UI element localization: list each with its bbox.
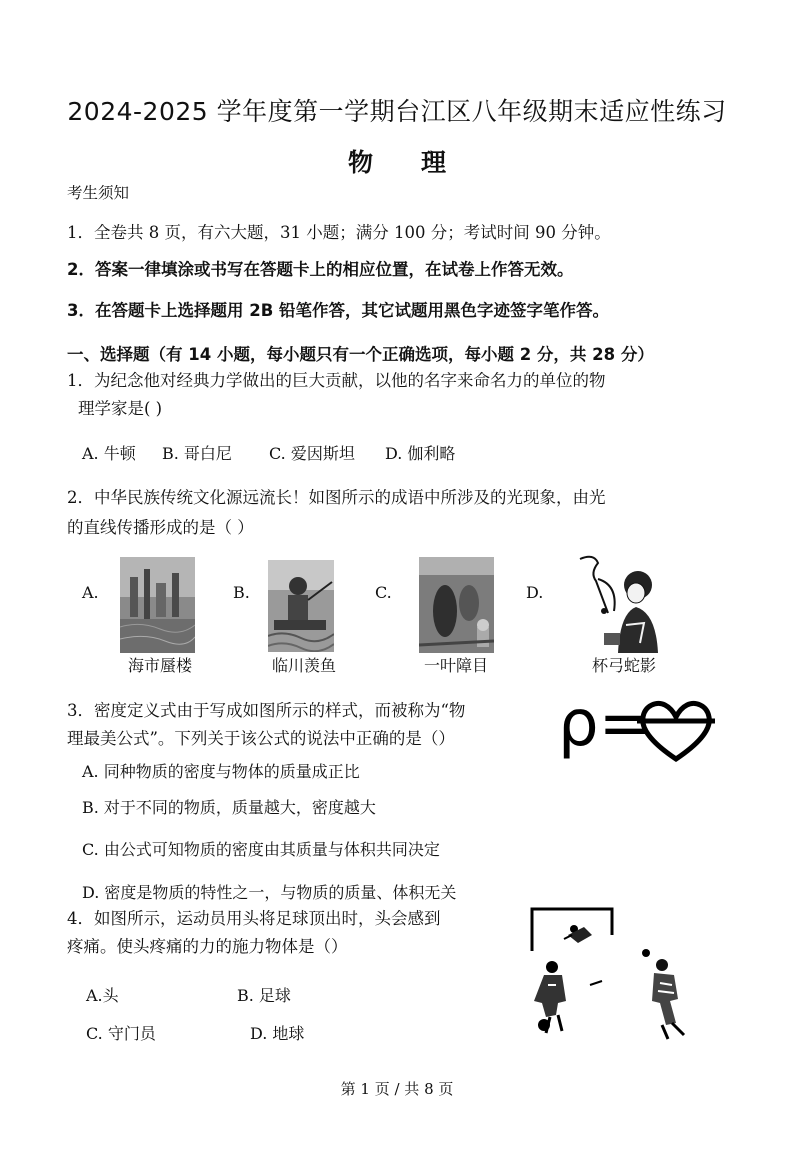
q1-option-b: B. 哥白尼 bbox=[162, 444, 232, 463]
q2-letter-b: B. bbox=[233, 583, 250, 602]
q4-option-b: B. 足球 bbox=[237, 986, 291, 1005]
page-footer: 第 1 页 / 共 8 页 bbox=[340, 1080, 454, 1098]
section-heading: 一、选择题（有 14 小题，每小题只有一个正确选项，每小题 2 分，共 28 分） bbox=[67, 345, 654, 364]
q1-stem-line1: 1．为纪念他对经典力学做出的巨大贡献，以他的名字来命名力的单位的物 bbox=[67, 371, 606, 390]
q2-caption-d: 杯弓蛇影 bbox=[592, 656, 657, 675]
q2-stem-line2: 的直线传播形成的是（ ） bbox=[67, 518, 254, 537]
notice-heading: 考生须知 bbox=[67, 184, 130, 202]
density-formula-symbol: ρ= bbox=[558, 687, 653, 761]
q4-option-d: D. 地球 bbox=[250, 1024, 305, 1043]
q3-option-b: B. 对于不同的物质，质量越大，密度越大 bbox=[82, 798, 376, 817]
fishing-image bbox=[268, 560, 334, 652]
q1-option-c: C. 爱因斯坦 bbox=[269, 444, 355, 463]
q1-option-a: A. 牛顿 bbox=[82, 444, 136, 463]
q2-caption-c: 一叶障目 bbox=[424, 656, 489, 675]
q1-stem-line2: 理学家是( ) bbox=[78, 399, 163, 418]
q2-caption-a: 海市蜃楼 bbox=[128, 656, 193, 675]
q1-option-d: D. 伽利略 bbox=[385, 444, 456, 463]
subject-title: 物理 bbox=[347, 148, 494, 177]
q4-stem-line2: 疼痛。使头疼痛的力的施力物体是（） bbox=[67, 937, 348, 956]
q2-letter-c: C. bbox=[375, 583, 392, 602]
soccer-heading-image bbox=[528, 905, 708, 1045]
q3-option-c: C. 由公式可知物质的密度由其质量与体积共同决定 bbox=[82, 840, 440, 859]
q3-option-d: D. 密度是物质的特性之一，与物质的质量、体积无关 bbox=[82, 883, 457, 902]
q2-caption-b: 临川羡鱼 bbox=[272, 656, 337, 675]
q4-option-a: A.头 bbox=[86, 986, 119, 1005]
notice-item-1: 1．全卷共 8 页，有六大题，31 小题；满分 100 分；考试时间 90 分钟。 bbox=[67, 223, 611, 242]
q2-letter-a: A. bbox=[82, 583, 99, 602]
q4-stem-line1: 4．如图所示，运动员用头将足球顶出时，头会感到 bbox=[67, 909, 441, 928]
q4-option-c: C. 守门员 bbox=[86, 1024, 156, 1043]
notice-item-3: 3．在答题卡上选择题用 2B 铅笔作答，其它试题用黑色字迹签字笔作答。 bbox=[67, 301, 610, 320]
q3-stem-line2: 理最美公式”。下列关于该公式的说法中正确的是（） bbox=[67, 729, 455, 748]
exam-title: 2024-2025 学年度第一学期台江区八年级期末适应性练习 bbox=[67, 97, 727, 126]
notice-item-2: 2．答案一律填涂或书写在答题卡上的相应位置，在试卷上作答无效。 bbox=[67, 260, 574, 279]
heart-fraction-icon bbox=[637, 697, 715, 763]
q3-stem-line1: 3．密度定义式由于写成如图所示的样式，而被称为“物 bbox=[67, 701, 466, 720]
leaf-eye-image bbox=[419, 557, 494, 653]
q3-option-a: A. 同种物质的密度与物体的质量成正比 bbox=[82, 762, 360, 781]
q2-stem-line1: 2．中华民族传统文化源远流长！如图所示的成语中所涉及的光现象，由光 bbox=[67, 488, 606, 507]
bow-snake-image bbox=[574, 553, 660, 653]
mirage-image bbox=[120, 557, 195, 653]
q2-letter-d: D. bbox=[526, 583, 544, 602]
